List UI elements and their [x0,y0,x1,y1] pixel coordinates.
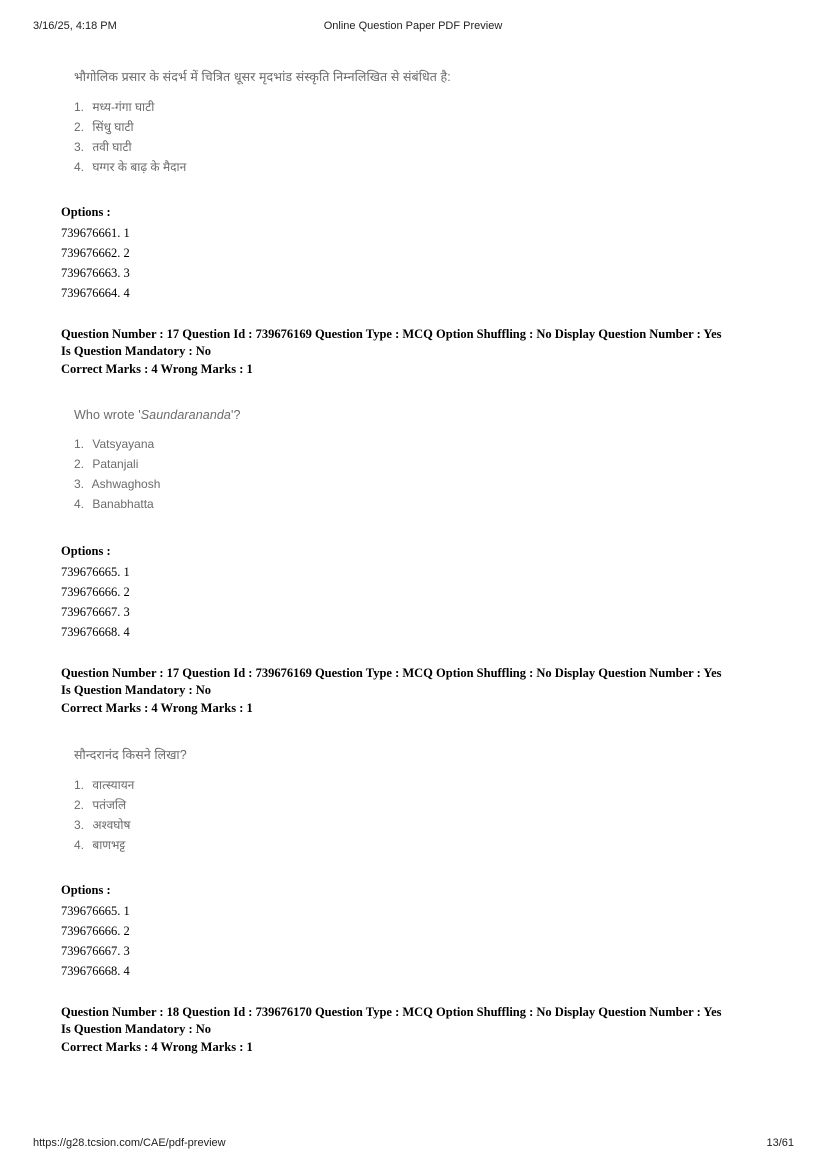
option-row: 739676667. 3 [61,605,130,619]
options-list-2 [61,544,130,642]
choice-item: 4. Banabhatta [74,497,154,511]
question-text: भौगोलिक प्रसार के संदर्भ में चित्रित धूसर मृदभांड संस्कृति निम्नलिखित से संबंधित है: [74,70,451,84]
meta-line: Is Question Mandatory : No [61,683,212,697]
choice-item: 1. वात्स्यायन [74,778,135,792]
question-text: Who wrote 'Saundarananda'? [74,408,241,422]
question-image-2 [74,408,241,514]
options-title: Options : [61,544,111,558]
meta-line: Question Number : 18 Question Id : 739676170 Question Type : MCQ Option Shuffling : No Display Question Number : Yes [61,1005,722,1019]
option-row: 739676668. 4 [61,625,130,639]
option-row: 739676664. 4 [61,286,130,300]
option-row: 739676663. 3 [61,266,130,280]
question-image-1 [74,68,451,177]
option-row: 739676666. 2 [61,585,130,599]
choice-item: 3. Ashwaghosh [74,477,161,491]
meta-marks: Correct Marks : 4 Wrong Marks : 1 [61,362,253,376]
choice-item: 2. सिंधु घाटी [74,120,134,134]
option-row: 739676665. 1 [61,565,130,579]
choice-item: 3. अश्वघोष [74,818,131,832]
option-row: 739676666. 2 [61,924,130,938]
option-row: 739676668. 4 [61,964,130,978]
question-meta-3 [61,665,722,717]
option-row: 739676662. 2 [61,246,130,260]
options-title: Options : [61,205,111,219]
question-meta-2 [61,326,722,378]
print-datetime: 3/16/25, 4:18 PM [33,20,117,32]
options-list-3 [61,883,130,981]
choice-item: 2. पतंजलि [74,798,127,812]
choice-item: 3. तवी घाटी [74,140,132,154]
option-row: 739676667. 3 [61,944,130,958]
choice-item: 2. Patanjali [74,457,139,471]
meta-line: Is Question Mandatory : No [61,344,212,358]
choice-item: 1. Vatsyayana [74,437,155,451]
option-row: 739676665. 1 [61,904,130,918]
meta-line: Is Question Mandatory : No [61,1022,212,1036]
meta-line: Question Number : 17 Question Id : 739676169 Question Type : MCQ Option Shuffling : No Display Question Number : Yes [61,666,722,680]
question-image-3 [74,746,187,855]
meta-marks: Correct Marks : 4 Wrong Marks : 1 [61,1040,253,1054]
meta-line: Question Number : 17 Question Id : 739676169 Question Type : MCQ Option Shuffling : No Display Question Number : Yes [61,327,722,341]
page-url: https://g28.tcsion.com/CAE/pdf-preview [33,1137,226,1149]
page-number: 13/61 [766,1137,794,1149]
options-list-1 [61,205,130,303]
page-title: Online Question Paper PDF Preview [323,20,503,32]
question-text: सौन्दरानंद किसने लिखा? [74,748,187,762]
choice-item: 4. घग्गर के बाढ़ के मैदान [74,160,187,174]
option-row: 739676661. 1 [61,226,130,240]
meta-marks: Correct Marks : 4 Wrong Marks : 1 [61,701,253,715]
question-meta-4 [61,1004,722,1056]
options-title: Options : [61,883,111,897]
choice-item: 1. मध्य-गंगा घाटी [74,100,155,114]
choice-item: 4. बाणभट्ट [74,838,126,852]
